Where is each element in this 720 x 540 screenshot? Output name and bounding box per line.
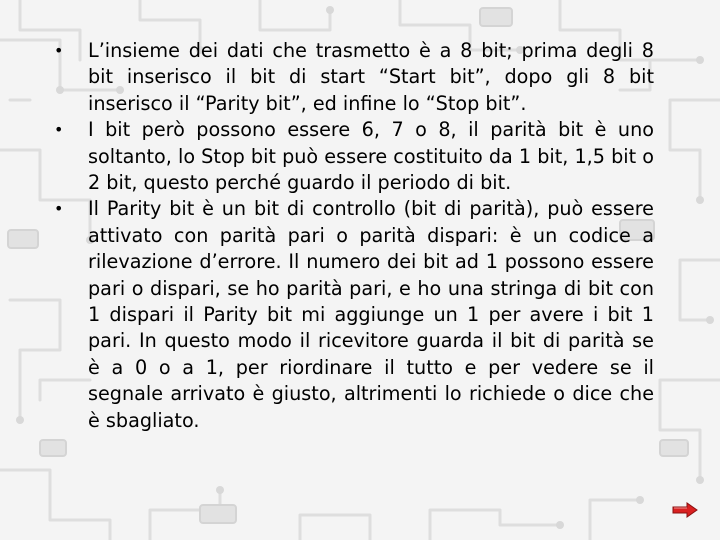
slide-bullet-list bbox=[54, 38, 654, 434]
bullet-item-1 bbox=[54, 38, 654, 117]
bullet-text: Il Parity bit è un bit di controllo (bit di parità), può essere attivato con parità pari o parità dispari: è un codice a rilevazione d’errore. Il numero dei bit ad 1 possono essere pari o dispari, se ho parità pari, e ho una stringa di bit con 1 dispari il Parity bit mi aggiunge un 1 per avere i bit 1 pari. In questo modo il ricevitore guarda il bit di parità se è a 0 o a 1, per riordinare il tutto e per vedere se il segnale arrivato è giusto, altrimenti lo richiede o dice che è sbagliato. bbox=[88, 197, 654, 432]
bullet-marker: • bbox=[54, 41, 64, 60]
bullet-text: I bit però possono essere 6, 7 o 8, il parità bit è uno soltanto, lo Stop bit può essere costituito da 1 bit, 1,5 bit o 2 bit, questo perché guardo il periodo di bit. bbox=[88, 118, 654, 195]
bullet-text: L’insieme dei dati che trasmetto è a 8 bit; prima degli 8 bit inserisco il bit di start “Start bit”, dopo gli 8 bit inserisco il “Parity bit”, ed infine lo “Stop bit”. bbox=[88, 39, 654, 115]
bullet-item-3 bbox=[54, 196, 654, 434]
arrow-right-icon[interactable] bbox=[672, 502, 698, 518]
bullet-item-2 bbox=[54, 117, 654, 196]
bullet-marker: • bbox=[54, 120, 64, 140]
bullet-marker: • bbox=[54, 199, 64, 219]
